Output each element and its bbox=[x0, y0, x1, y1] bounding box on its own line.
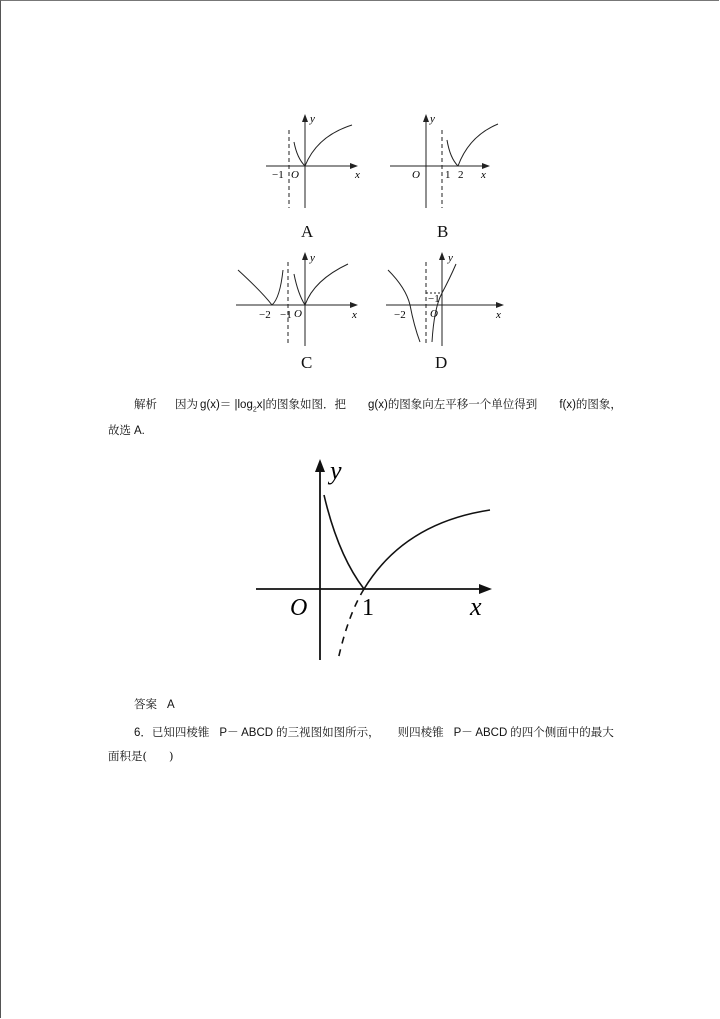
graph-d-label-minus2: −2 bbox=[394, 309, 406, 321]
graph-a-label-y: y bbox=[310, 113, 315, 125]
graph-a-label-minus1: −1 bbox=[272, 169, 284, 181]
question-6-text-6: ) bbox=[169, 749, 174, 763]
graph-d-label-minus1: −1 bbox=[428, 293, 440, 305]
analysis-fx: f(x) bbox=[559, 399, 576, 411]
graph-option-d bbox=[382, 248, 512, 348]
graph-option-a bbox=[262, 108, 372, 212]
analysis-formula-g: $g(x)= |\log_2x|$ bbox=[200, 399, 266, 414]
graph-c-label-y: y bbox=[310, 252, 315, 264]
graph-c-label-origin: O bbox=[294, 308, 302, 320]
question-6-pyramid-1: P－ ABCD bbox=[219, 727, 274, 739]
analysis-text-4: 的图象， bbox=[575, 397, 622, 411]
question-6-line-1 bbox=[134, 724, 614, 740]
graph-c-label-minus1: −1 bbox=[280, 309, 292, 321]
graph-c-label-minus2: −2 bbox=[259, 309, 271, 321]
solution-graph-origin: O bbox=[290, 595, 308, 621]
graph-b-caption: B bbox=[437, 222, 449, 241]
analysis-text-2: 的图象如图．把 bbox=[265, 397, 346, 411]
question-6-text-2: 的三视图如图所示， bbox=[276, 725, 380, 739]
analysis-text-3: 的图象向左平移一个单位得到 bbox=[387, 397, 538, 411]
graph-b-label-origin: O bbox=[412, 169, 420, 181]
analysis-line-2 bbox=[108, 422, 145, 438]
analysis-text-1: 因为 bbox=[175, 397, 198, 411]
answer-line bbox=[134, 696, 175, 712]
question-6-line-2 bbox=[108, 748, 174, 764]
solution-graph bbox=[252, 455, 502, 665]
graph-c-caption: C bbox=[301, 353, 313, 372]
question-6-text-3: 则四棱锥 bbox=[397, 725, 444, 739]
graph-d-label-origin: O bbox=[430, 308, 438, 320]
analysis-choice: A. bbox=[134, 425, 145, 437]
question-6-text-5: 面积是( bbox=[108, 749, 147, 763]
analysis-tag: 解析 bbox=[134, 397, 157, 411]
solution-graph-y-label: y bbox=[330, 456, 342, 485]
analysis-line-1 bbox=[134, 396, 622, 413]
analysis-text-5: 故选 bbox=[108, 423, 131, 437]
answer-value: A bbox=[167, 699, 175, 711]
graph-option-c bbox=[232, 248, 372, 348]
graph-b-label-y: y bbox=[430, 113, 435, 125]
graph-option-b bbox=[386, 108, 506, 212]
analysis-gx: g(x) bbox=[368, 399, 388, 411]
question-6-text-1: 已知四棱锥 bbox=[151, 725, 210, 739]
question-6-pyramid-2: P－ ABCD bbox=[453, 727, 508, 739]
graph-a-label-x: x bbox=[355, 169, 360, 181]
solution-graph-x-label: x bbox=[470, 592, 482, 621]
graph-a-label-origin: O bbox=[291, 169, 299, 181]
graph-c-label-x: x bbox=[352, 309, 357, 321]
question-6-number: 6． bbox=[134, 727, 152, 739]
graph-d-caption: D bbox=[435, 353, 448, 372]
question-6-text-4: 的四个侧面中的最大 bbox=[510, 725, 614, 739]
graph-a-caption: A bbox=[301, 222, 314, 241]
solution-graph-one: 1 bbox=[362, 595, 374, 621]
graph-b-label-1: 1 bbox=[445, 169, 451, 181]
graph-d-label-y: y bbox=[448, 252, 453, 264]
graph-b-label-x: x bbox=[481, 169, 486, 181]
graph-d-label-x: x bbox=[496, 309, 501, 321]
graph-b-label-2: 2 bbox=[458, 169, 464, 181]
answer-tag: 答案 bbox=[134, 697, 157, 711]
